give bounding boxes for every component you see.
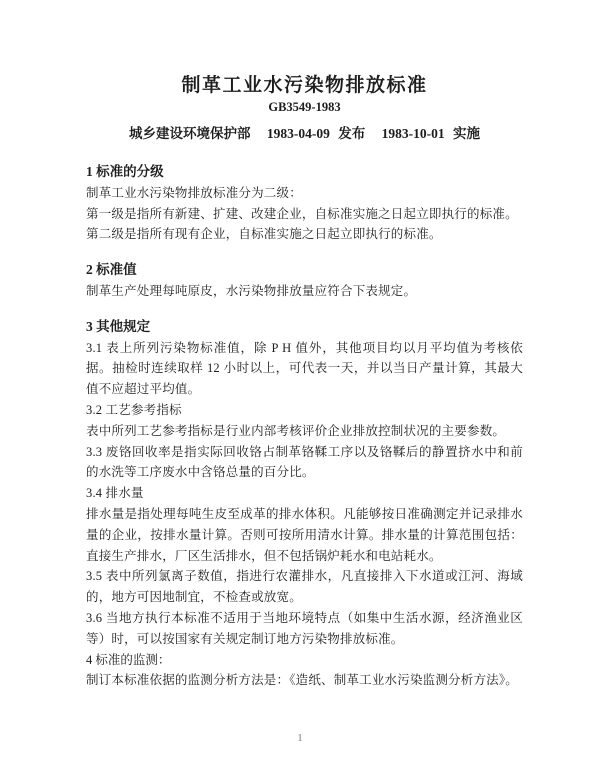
section-grading	[86, 162, 523, 245]
paragraph: 制革生产处理每吨原皮，水污染物排放量应符合下表规定。	[86, 283, 417, 298]
section-3-heading: 3 其他规定	[86, 318, 151, 334]
section-2-heading: 2 标准值	[86, 262, 137, 278]
implement-label: 实施	[453, 126, 480, 141]
page-footer	[0, 728, 600, 746]
section-1-heading: 1 标准的分级	[86, 164, 164, 179]
paragraph: 3.5 表中所列氯离子数值，指进行农灌排水，凡直接排入下水道或江河、海域的，地方可因地制宜，不检查或放宽。	[86, 569, 523, 605]
publish-date: 1983-04-09	[266, 126, 330, 141]
section-other-provisions	[86, 317, 523, 650]
paragraph: 3.4 排水量	[86, 486, 144, 501]
paragraph: 3.3 废铬回收率是指实际回收铬占制革铬鞣工序以及铬鞣后的静置挤水中和前的水洗等工序废水中含铬总量的百分比。	[86, 444, 523, 480]
standard-number: GB3549-1983	[268, 100, 341, 114]
document-header	[86, 73, 523, 143]
page-number: 1	[297, 732, 303, 744]
paragraph: 排水量是指处理每吨生皮至成革的排水体积。凡能够按日准确测定并记录排水量的企业，按排水量计算。否则可按所用清水计算。排水量的计算范围包括：直接生产排水，厂区生活排水，但不包括锅炉耗水和电站耗水。	[86, 506, 523, 563]
section-4-heading: 4 标准的监测：	[86, 652, 171, 667]
publish-label: 发布	[338, 126, 366, 141]
paragraph: 制订本标准依据的监测分析方法是：《造纸、制革工业水污染监测分析方法》。	[86, 673, 519, 688]
paragraph: 3.2 工艺参考指标	[86, 402, 182, 417]
implement-date: 1983-10-01	[381, 126, 445, 141]
paragraph: 表中所列工艺参考指标是行业内部考核评价企业排放控制状况的主要参数。	[86, 423, 506, 438]
section-monitoring	[86, 650, 523, 692]
paragraph: 第二级是指所有现有企业，自标准实施之日起立即执行的标准。	[86, 227, 442, 242]
paragraph: 3.6 当地方执行本标准不适用于当地环境特点（如集中生活水源，经济渔业区等）时，可以按国家有关规定制订地方污染物排放标准。	[86, 610, 523, 646]
paragraph: 3.1 表上所列污染物标准值，除 P H 值外，其他项目均以月平均值为考核依据。抽检时连续取样 12 小时以上，可代表一天，并以当日产量计算，其最大值不应超过平均值。	[86, 340, 523, 397]
section-standard-values	[86, 260, 523, 302]
document-title: 制革工业水污染物排放标准	[181, 75, 428, 96]
issue-line	[86, 124, 523, 143]
paragraph: 第一级是指所有新建、扩建、改建企业，自标准实施之日起立即执行的标准。	[86, 206, 518, 221]
issuing-authority: 城乡建设环境保护部	[129, 126, 251, 141]
paragraph: 制革工业水污染物排放标准分为二级：	[86, 185, 302, 200]
